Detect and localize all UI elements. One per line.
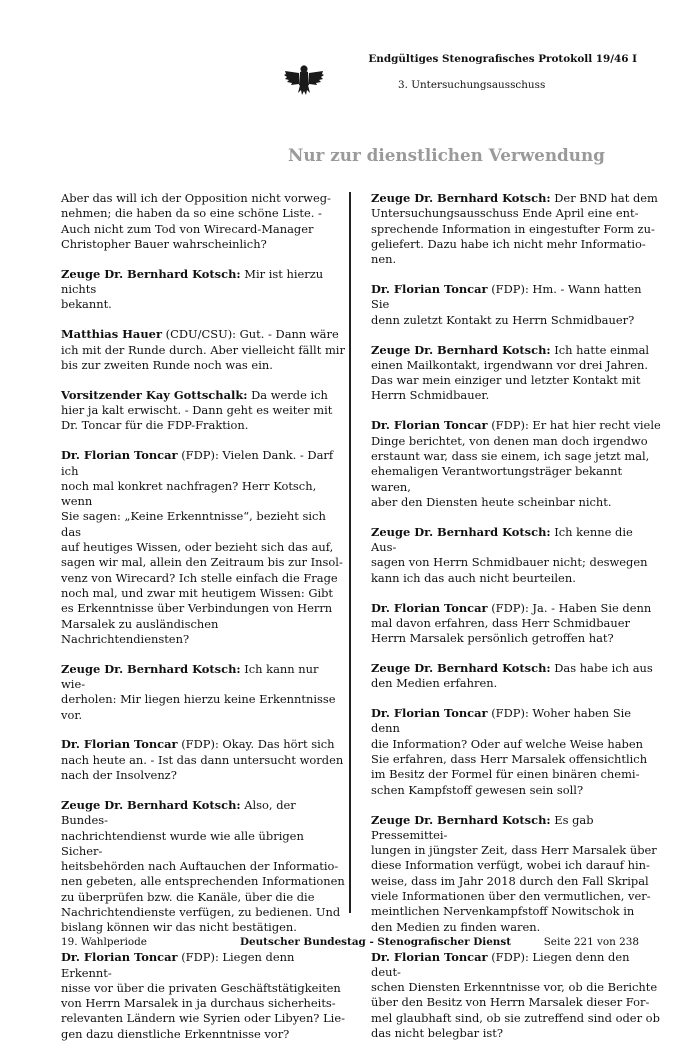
speaker-name: Dr. Florian Toncar <box>61 448 178 463</box>
speech-text: Das habe ich aus den Medien erfahren. <box>371 660 653 691</box>
speech-text: Es gab Pressemittei- lungen in jüngster Zeit, dass Herr Marsalek über diese Information verfügt, wobei ich darauf hin- weise, dass im Jahr 2018 durch den Fall Skripal viele Informationen über den vermutlichen, ver- meintlichen Nervenkampfstoff Nowitschok in den Medien zu finden waren. <box>371 812 657 934</box>
speaker-name: Matthias Hauer <box>61 327 162 342</box>
footer-center: Deutscher Bundestag - Stenografischer Dienst <box>240 936 512 948</box>
transcript-paragraph <box>61 448 346 647</box>
speaker-party: (FDP): <box>487 949 529 964</box>
classification-notice: Nur zur dienstlichen Verwendung <box>288 145 605 165</box>
speaker-party: (FDP): <box>177 950 219 965</box>
speech-text: Gut. - Dann wäre ich mit der Runde durch. Aber vielleicht fällt mir bis zur zweiten Runde noch was ein. <box>61 327 345 372</box>
header-title: Endgültiges Stenografisches Protokoll 19/46 I <box>368 53 637 65</box>
speech-text: Okay. Das hört sich nach heute an. - Ist das dann untersucht worden nach der Insolvenz? <box>61 737 344 783</box>
right-column <box>371 191 661 1056</box>
transcript-paragraph <box>371 950 661 1042</box>
speech-text: Aber das will ich der Opposition nicht vorweg- nehmen; die haben da so eine schöne Liste. - Auch nicht zum Tod von Wirecard-Manager Christopher Bauer wahrscheinlich? <box>61 191 331 251</box>
transcript-paragraph <box>371 343 661 404</box>
speaker-party: (FDP): <box>487 706 529 721</box>
committee-name: 3. Untersuchungsausschuss <box>398 79 546 91</box>
transcript-paragraph <box>61 950 346 1042</box>
speaker-name: Dr. Florian Toncar <box>371 282 488 297</box>
speaker-name: Zeuge Dr. Bernhard Kotsch: <box>61 661 241 676</box>
transcript-paragraph <box>61 662 346 723</box>
speech-text: Er hat hier recht viele Dinge berichtet, von denen man doch irgendwo erstaunt war, dass sie einem, ich sage jetzt mal, ehemaligen Verantwortungsträger bekannt waren, aber den Diensten heute scheinbar nicht. <box>371 418 661 509</box>
transcript-paragraph <box>61 388 346 434</box>
left-column <box>61 191 346 1057</box>
speech-text: Hm. - Wann hatten Sie denn zuletzt Kontakt zu Herrn Schmidbauer? <box>371 282 642 327</box>
speech-text: Da werde ich hier ja kalt erwischt. - Dann geht es weiter mit Dr. Toncar für die FDP-Fraktion. <box>61 387 333 433</box>
speech-text: Vielen Dank. - Darf ich noch mal konkret nachfragen? Herr Kotsch, wenn Sie sagen: „Keine Erkenntnisse“, bezieht sich das auf heutiges Wissen, oder bezieht sich das auf, sagen wir mal, allein den Zeitraum bis zur Insol- venz von Wirecard? Ich stelle einfach die Frage noch mal, und zwar mit heutigem Wissen: Gibt es Erkenntnisse über Verbindungen von Herrn Marsalek zu ausländischen Nachrichtendiensten? <box>61 448 343 646</box>
bundestag-eagle-icon <box>283 63 325 97</box>
transcript-paragraph <box>61 191 346 252</box>
speaker-name: Zeuge Dr. Bernhard Kotsch: <box>371 812 551 827</box>
speaker-name: Zeuge Dr. Bernhard Kotsch: <box>371 524 551 539</box>
footer-page-number: Seite 221 von 238 <box>543 936 639 948</box>
speaker-party: (FDP): <box>177 448 219 463</box>
speaker-party: (FDP): <box>487 600 529 615</box>
speech-text: Mir ist hierzu nichts bekannt. <box>61 266 324 312</box>
speech-text: Ich kenne die Aus- sagen von Herrn Schmidbauer nicht; deswegen kann ich das auch nicht beurteilen. <box>371 524 648 585</box>
speaker-name: Dr. Florian Toncar <box>371 600 488 615</box>
speech-text: Woher haben Sie denn die Information? Oder auf welche Weise haben Sie erfahren, dass Herr Marsalek offensichtlich im Besitz der Formel für einen binären chemi- schen Kampfstoff gewesen sein soll? <box>371 706 648 797</box>
speaker-party: (FDP): <box>487 418 529 433</box>
speaker-name: Dr. Florian Toncar <box>371 706 488 721</box>
speech-text: Also, der Bundes- nachrichtendienst wurde wie alle übrigen Sicher- heitsbehörden nach Auftauchen der Informatio- nen gebeten, alle entsprechenden Informationen zu überprüfen bzw. die Kanäle, über die die Nachrichtendienste verfügen, zu bedienen. Und bislang können wir das nicht bestätigen. <box>61 797 345 935</box>
transcript-paragraph <box>371 601 661 647</box>
speaker-party: (FDP): <box>487 282 529 297</box>
speaker-party: (CDU/CSU): <box>161 327 237 342</box>
speech-text: Ich hatte einmal einen Mailkontakt, irgendwann vor drei Jahren. Das war mein einziger und letzter Kontakt mit Herrn Schmidbauer. <box>371 342 650 403</box>
speech-text: Ja. - Haben Sie denn mal davon erfahren, dass Herr Schmidbauer Herrn Marsalek persönlich getroffen hat? <box>371 600 652 646</box>
speaker-name: Zeuge Dr. Bernhard Kotsch: <box>371 660 551 675</box>
transcript-paragraph <box>371 418 661 510</box>
transcript-paragraph <box>61 267 346 313</box>
transcript-paragraph <box>61 798 346 936</box>
speaker-name: Dr. Florian Toncar <box>371 949 488 964</box>
column-divider <box>349 192 351 913</box>
transcript-paragraph <box>371 706 661 798</box>
transcript-paragraph <box>371 191 661 267</box>
speech-text: Ich kann nur wie- derholen: Mir liegen hierzu keine Erkenntnisse vor. <box>61 661 336 722</box>
transcript-paragraph <box>61 327 346 373</box>
transcript-paragraph <box>61 737 346 783</box>
transcript-paragraph <box>371 661 661 692</box>
footer-period: 19. Wahlperiode <box>61 936 147 948</box>
speaker-party: (FDP): <box>177 737 219 752</box>
speaker-name: Zeuge Dr. Bernhard Kotsch: <box>371 342 551 357</box>
speaker-name: Zeuge Dr. Bernhard Kotsch: <box>61 797 241 812</box>
speaker-name: Dr. Florian Toncar <box>61 737 178 752</box>
speaker-name: Zeuge Dr. Bernhard Kotsch: <box>61 266 241 281</box>
speaker-name: Vorsitzender Kay Gottschalk: <box>61 387 248 402</box>
speaker-name: Dr. Florian Toncar <box>371 418 488 433</box>
transcript-paragraph <box>371 525 661 586</box>
speech-text: Liegen denn den deut- schen Diensten Erkenntnisse vor, ob die Berichte über den Besitz von Herrn Marsalek dieser For- mel glaubhaft sind, ob sie zutreffend sind oder ob das nicht belegbar ist? <box>371 949 660 1040</box>
speaker-name: Dr. Florian Toncar <box>61 950 178 965</box>
transcript-paragraph <box>371 813 661 935</box>
speaker-name: Zeuge Dr. Bernhard Kotsch: <box>371 191 551 205</box>
speech-text: Liegen denn Erkennt- nisse vor über die privaten Geschäftstätigkeiten von Herrn Marsalek in ja durchaus sicherheits- relevanten Ländern wie Syrien oder Libyen? Lie- gen dazu dienstliche Erkenntnisse vor? <box>61 950 345 1041</box>
speech-text: Der BND hat dem Untersuchungsausschuss Ende April eine ent- sprechende Information in eingestufter Form zu- geliefert. Dazu habe ich nicht mehr Informatio- nen. <box>371 191 658 267</box>
transcript-paragraph <box>371 282 661 328</box>
